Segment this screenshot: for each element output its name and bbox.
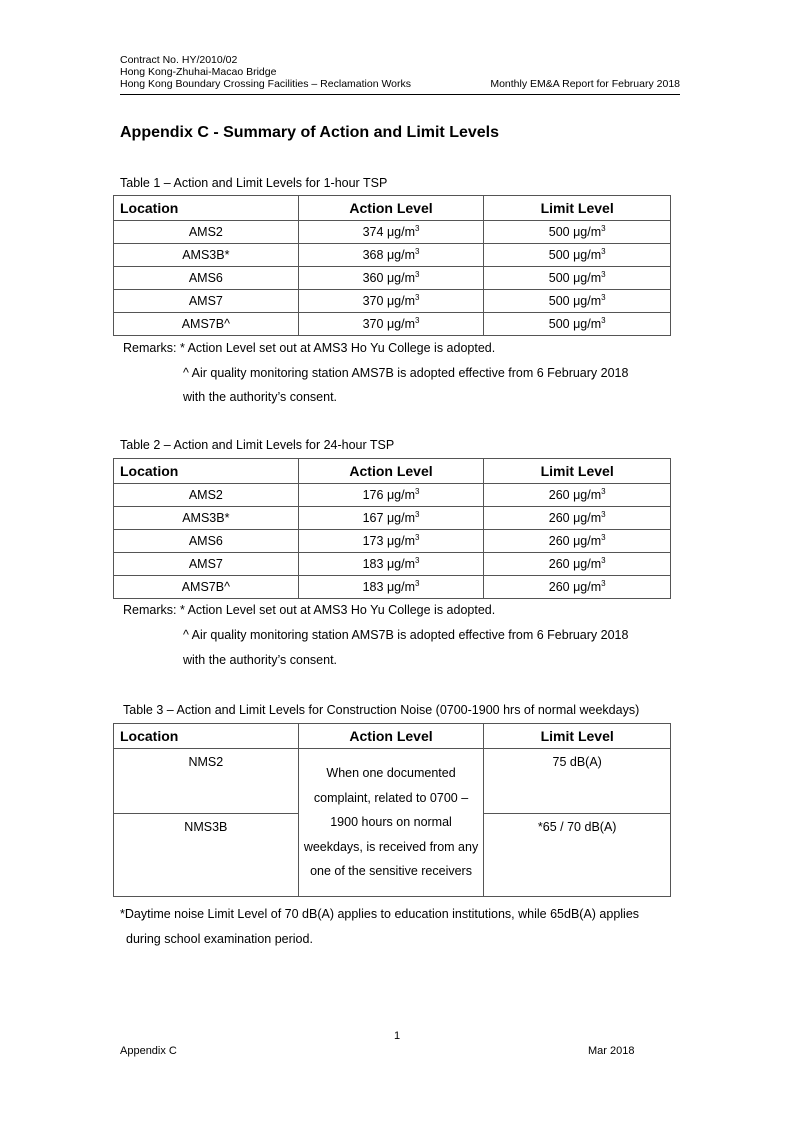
location-cell: AMS3B* xyxy=(114,244,299,267)
table-row xyxy=(114,267,671,290)
page-number: 1 xyxy=(394,1030,401,1042)
table2-remark-2: ^ Air quality monitoring station AMS7B is adopted effective from 6 February 2018 xyxy=(183,628,629,642)
table-header-row xyxy=(114,196,671,221)
limit-level-cell: 500 $\mu g/m^3$ xyxy=(484,267,671,290)
table-row xyxy=(114,553,671,576)
action-level-cell: 183 $\mu g/m^3$ xyxy=(298,576,484,599)
table-row xyxy=(114,530,671,553)
location-cell: NMS2 xyxy=(114,749,299,814)
column-header-location: Location xyxy=(114,724,299,749)
location-cell: AMS2 xyxy=(114,484,299,507)
limit-level-cell: 260 $\mu g/m^3$ xyxy=(484,484,671,507)
page-title: Appendix C - Summary of Action and Limit Levels xyxy=(120,124,500,141)
project-name: Hong Kong-Zhuhai-Macao Bridge xyxy=(120,66,277,78)
limit-level-cell: 500 $\mu g/m^3$ xyxy=(484,221,671,244)
limit-level-cell: 260 $\mu g/m^3$ xyxy=(484,576,671,599)
location-cell: AMS7 xyxy=(114,553,299,576)
table1-remark-3: with the authority’s consent. xyxy=(183,390,338,404)
location-cell: AMS7 xyxy=(114,290,299,313)
footnote-line-1: *Daytime noise Limit Level of 70 dB(A) applies to education institutions, while 65dB(A) applies xyxy=(120,907,640,921)
works-name: Hong Kong Boundary Crossing Facilities – Reclamation Works xyxy=(120,78,412,90)
column-header-limit: Limit Level xyxy=(484,724,671,749)
header-row xyxy=(120,78,680,90)
table2-24hr-tsp xyxy=(113,458,671,599)
table2-remark-1: Remarks: * Action Level set out at AMS3 Ho Yu College is adopted. xyxy=(123,603,496,617)
column-header-location: Location xyxy=(114,459,299,484)
header-divider xyxy=(120,94,680,95)
action-level-cell: 374 $\mu g/m^3$ xyxy=(298,221,484,244)
location-cell: AMS6 xyxy=(114,267,299,290)
limit-level-cell: 500 $\mu g/m^3$ xyxy=(484,313,671,336)
table-row xyxy=(114,507,671,530)
action-level-cell: 183 $\mu g/m^3$ xyxy=(298,553,484,576)
location-cell: NMS3B xyxy=(114,814,299,897)
report-name: Monthly EM&A Report for February 2018 xyxy=(490,78,680,90)
action-level-cell: 370 $\mu g/m^3$ xyxy=(298,290,484,313)
table1-remark-2: ^ Air quality monitoring station AMS7B is adopted effective from 6 February 2018 xyxy=(183,366,629,380)
column-header-action: Action Level xyxy=(298,724,484,749)
column-header-limit: Limit Level xyxy=(484,196,671,221)
action-level-cell: 167 $\mu g/m^3$ xyxy=(298,507,484,530)
location-cell: AMS3B* xyxy=(114,507,299,530)
table-row xyxy=(114,576,671,599)
table-header-row xyxy=(114,459,671,484)
limit-level-cell: 260 $\mu g/m^3$ xyxy=(484,553,671,576)
location-cell: AMS2 xyxy=(114,221,299,244)
action-level-cell: 176 $\mu g/m^3$ xyxy=(298,484,484,507)
noise-footnote xyxy=(120,902,690,951)
location-cell: AMS6 xyxy=(114,530,299,553)
column-header-location: Location xyxy=(114,196,299,221)
page-header xyxy=(120,54,680,90)
table-row xyxy=(114,484,671,507)
table2-caption: Table 2 – Action and Limit Levels for 24-hour TSP xyxy=(120,438,395,452)
column-header-action: Action Level xyxy=(298,196,484,221)
table-row xyxy=(114,221,671,244)
action-level-cell: 370 $\mu g/m^3$ xyxy=(298,313,484,336)
footer-appendix: Appendix C xyxy=(120,1045,177,1057)
limit-level-cell: 500 $\mu g/m^3$ xyxy=(484,244,671,267)
contract-number: Contract No. HY/2010/02 xyxy=(120,54,238,66)
table-row xyxy=(114,290,671,313)
table-row xyxy=(114,749,671,814)
limit-level-cell: *65 / 70 dB(A) xyxy=(484,814,671,897)
action-level-cell: 368 $\mu g/m^3$ xyxy=(298,244,484,267)
table1-remark-1: Remarks: * Action Level set out at AMS3 Ho Yu College is adopted. xyxy=(123,341,496,355)
table1-1hr-tsp xyxy=(113,195,671,336)
column-header-action: Action Level xyxy=(298,459,484,484)
action-level-cell: 360 $\mu g/m^3$ xyxy=(298,267,484,290)
table-row xyxy=(114,313,671,336)
table1-caption: Table 1 – Action and Limit Levels for 1-hour TSP xyxy=(120,176,388,190)
location-cell: AMS7B^ xyxy=(114,576,299,599)
table3-construction-noise xyxy=(113,723,671,897)
action-level-cell: When one documented complaint, related to 0700 – 1900 hours on normal weekdays, is received from any one of the sensitive receivers xyxy=(298,749,484,897)
column-header-limit: Limit Level xyxy=(484,459,671,484)
table-row xyxy=(114,244,671,267)
location-cell: AMS7B^ xyxy=(114,313,299,336)
limit-level-cell: 260 $\mu g/m^3$ xyxy=(484,507,671,530)
limit-level-cell: 260 $\mu g/m^3$ xyxy=(484,530,671,553)
limit-level-cell: 500 $\mu g/m^3$ xyxy=(484,290,671,313)
table2-remark-3: with the authority’s consent. xyxy=(183,653,338,667)
table3-caption: Table 3 – Action and Limit Levels for Construction Noise (0700-1900 hrs of normal weekdays) xyxy=(123,703,640,717)
footer-date: Mar 2018 xyxy=(588,1045,635,1057)
table-header-row xyxy=(114,724,671,749)
footnote-line-2: during school examination period. xyxy=(126,931,313,946)
limit-level-cell: 75 dB(A) xyxy=(484,749,671,814)
action-level-cell: 173 $\mu g/m^3$ xyxy=(298,530,484,553)
